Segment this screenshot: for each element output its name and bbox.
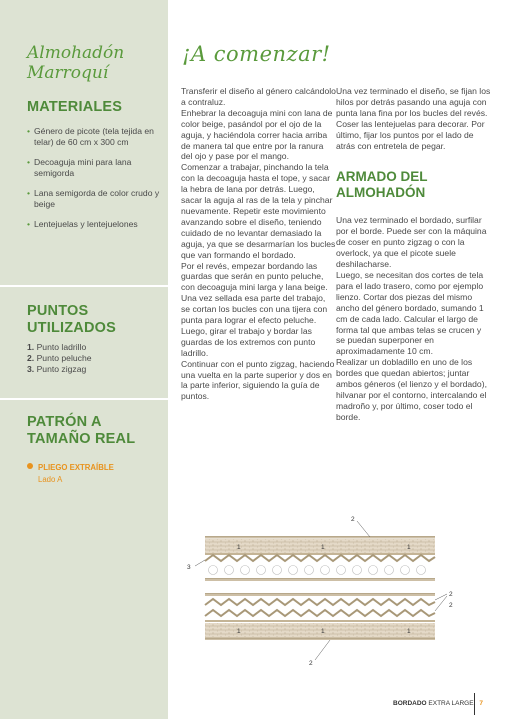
assembly-heading-line1: ARMADO DEL	[336, 169, 428, 185]
top-band-bottom-edge	[205, 578, 435, 581]
stitch-label: Punto peluche	[36, 353, 92, 363]
pattern-label: PLIEGO EXTRAÍBLE	[38, 463, 114, 472]
project-title-line1: Almohadón	[27, 43, 125, 63]
band-line	[205, 620, 435, 622]
zigzag-stitch-row	[205, 610, 435, 616]
stitch-label: Punto zigzag	[36, 364, 87, 374]
bottom-band-bottom-edge	[205, 637, 435, 640]
band-line	[205, 553, 435, 555]
stitch-number: 2.	[27, 353, 35, 363]
sidebar-divider	[0, 398, 168, 400]
stitches-heading	[27, 303, 162, 337]
paragraph: Luego, se necesitan dos cortes de tela para el lado trasero, como por ejemplo lienzo. Cortar dos piezas del mismo ancho del género bordado, sumando 1 cm de cada lado. Calcular el largo de forma tal que ambas telas se crucen y se puedan superponer en aproximadamente 10 cm.	[336, 269, 484, 357]
paragraph: Una vez terminado el bordado, surfilar por el borde. Puede ser con la máquina de coser en punto zigzag o con la overlock, ya que el picote suele deshilacharse.	[336, 215, 487, 270]
paragraph: Realizar un dobladillo en uno de los bordes que quedan abiertos; juntar ambos géneros (el lienzo y el bordado), hilvanar por el contorno, intercalando el madroño y, por último, coser todo el borde.	[336, 357, 487, 422]
paragraph: Comenzar a trabajar, pinchando la tela con la decoaguja hasta el tope, y sacar la hebra de lana por detrás. Luego, sacar la aguja al ras de la tela y pinchar nuevamente. Repetir este movimiento avanzando sobre el diseño, teniendo cuidado de no levantar demasiado la aguja, ya que se desarmarían los bucles que van formando el bordado.	[181, 162, 336, 260]
material-item: • Lana semigorda de color crudo y beige	[27, 188, 162, 210]
material-item: • Género de picote (tela tejida en telar) de 60 cm x 300 cm	[27, 126, 162, 148]
top-band-edge	[205, 536, 435, 539]
stitch-item	[27, 353, 162, 364]
materials-heading: MATERIALES	[27, 99, 123, 115]
project-title-line2: Marroquí	[27, 63, 109, 83]
footer-brand-bold: BORDADO	[393, 700, 427, 707]
materials-list	[27, 126, 162, 239]
pattern-info	[27, 457, 167, 485]
paragraph: Luego, girar el trabajo y bordar las guardas de los extremos con punto ladrillo.	[181, 325, 316, 358]
zigzag-stitch-row	[205, 599, 435, 605]
diagram-label: 1	[237, 628, 241, 635]
diagram-label: 1	[321, 544, 325, 551]
stitches-heading-line2: UTILIZADOS	[27, 320, 116, 336]
project-title	[27, 43, 167, 83]
diagram-label: 1	[407, 544, 411, 551]
paragraph: Coser las lentejuelas para decorar. Por último, fijar los puntos por el lado de atrás con entretela de pegar.	[336, 118, 485, 151]
diagram-label: 1	[407, 628, 411, 635]
diagram-label: 2	[309, 660, 313, 667]
paragraph: Continuar con el punto zigzag, haciendo una vuelta en la parte superior y dos en la parte inferior, siguiendo la guía de puntos.	[181, 358, 335, 402]
stitch-diagram	[185, 508, 490, 668]
diagram-label: 3	[187, 564, 191, 571]
diagram-labels	[187, 516, 453, 667]
instructions-left-column	[181, 86, 336, 402]
instructions-right-column	[336, 86, 492, 423]
footer-divider	[474, 693, 475, 715]
page-number: 7	[479, 700, 483, 707]
diagram-label: 2	[449, 602, 453, 609]
sequin-row	[209, 566, 426, 575]
material-item: • Decoaguja mini para lana semigorda	[27, 157, 162, 179]
diagram-label: 1	[321, 628, 325, 635]
footer-brand-rest: EXTRA LARGE	[426, 700, 474, 707]
pattern-heading-line1: PATRÓN A	[27, 414, 102, 430]
stitch-item	[27, 342, 162, 353]
paragraph: Una vez terminado el diseño, se fijan los hilos por detrás pasando una aguja con punta lana fina por los bucles del revés.	[336, 86, 491, 118]
paragraph: Transferir el diseño al género calcándolo a contraluz.	[181, 86, 336, 107]
bullet-dot-icon	[27, 463, 33, 469]
diagram-label: 2	[351, 516, 355, 523]
assembly-heading	[336, 169, 492, 201]
pattern-heading-line2: TAMAÑO REAL	[27, 431, 136, 447]
stitches-list	[27, 342, 162, 375]
sidebar-divider	[0, 285, 168, 287]
page-footer	[393, 700, 483, 707]
sidebar	[0, 0, 168, 719]
pattern-heading	[27, 414, 162, 448]
bottom-band-edge	[205, 593, 435, 596]
stitch-label: Punto ladrillo	[36, 342, 87, 352]
top-band	[205, 536, 435, 581]
material-item: • Lentejuelas y lentejuelones	[27, 219, 162, 230]
stitch-item	[27, 364, 162, 375]
paragraph: Enhebrar la decoaguja mini con lana de color beige, pasándol por el ojo de la aguja, y haciéndola correr hacia arriba de manera tal que entre por la ranura del ojo y pase por el mango.	[181, 107, 333, 162]
diagram-label: 2	[449, 591, 453, 598]
main-title: ¡A comenzar!	[182, 42, 331, 66]
stitches-heading-line1: PUNTOS	[27, 303, 89, 319]
stitch-number: 1.	[27, 342, 35, 352]
paragraph: Por el revés, empezar bordando las guardas que serán en punto peluche, con decoaguja mini larga y lana beige. Una vez sellada esa parte del trabajo, se cortan los bucles con una tijera con punta para lograr el efecto peluche.	[181, 260, 328, 326]
assembly-heading-line2: ALMOHADÓN	[336, 185, 426, 201]
zigzag-stitch-row	[205, 555, 435, 561]
pattern-sub: Lado A	[38, 475, 63, 484]
stitch-number: 3.	[27, 364, 35, 374]
diagram-label: 1	[237, 544, 241, 551]
